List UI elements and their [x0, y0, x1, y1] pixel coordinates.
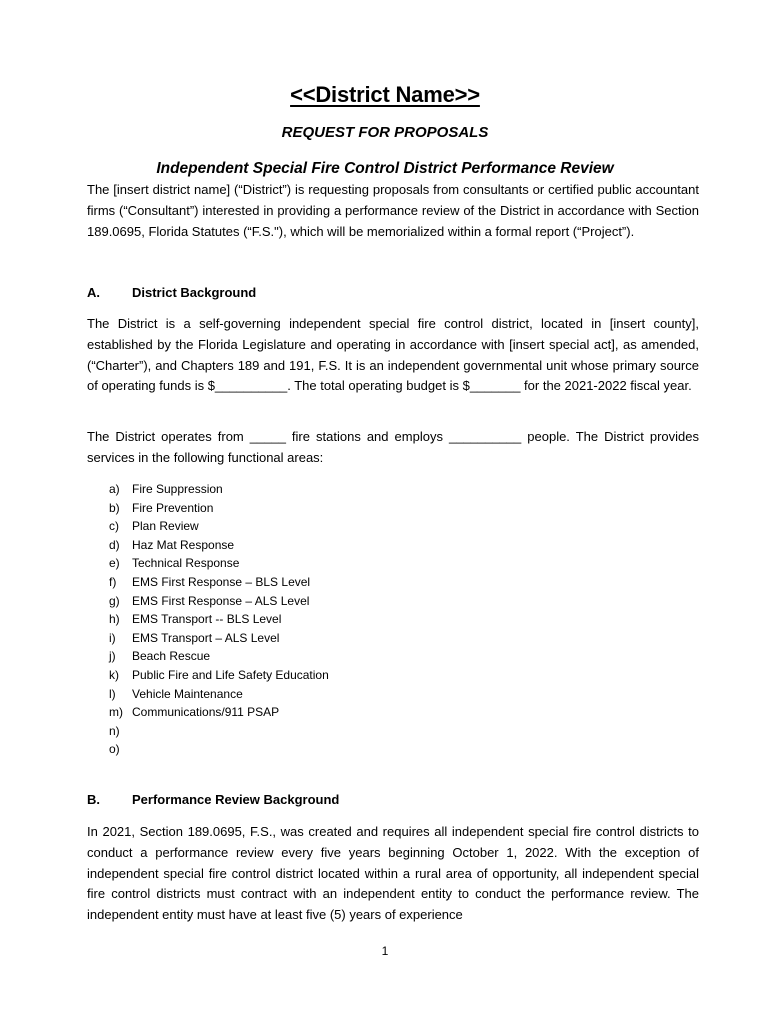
- list-item: g) EMS First Response – ALS Level: [109, 593, 310, 608]
- list-item: h) EMS Transport -- BLS Level: [109, 612, 282, 627]
- section-a-letter: A.: [87, 285, 100, 300]
- list-item: m) Communications/911 PSAP: [109, 705, 280, 720]
- list-item: a) Fire Suppression: [109, 482, 223, 496]
- list-item: k) Public Fire and Life Safety Education: [109, 667, 329, 682]
- list-item: n): [109, 723, 120, 738]
- performance-review-paragraph: In 2021, Section 189.0695, F.S., was created and requires all independent special fire control districts to conduct a performance review every five years beginning October 1, 2022. With the exception of independent special fire control district located within a rural area of opportunity, all independent special fire control districts must contract with an independent entity to conduct the performance review. The independent entity must have at least five (5) years of experience: [87, 824, 699, 923]
- list-item: e) Technical Response: [109, 556, 240, 571]
- list-item: i) EMS Transport – ALS Level: [109, 630, 280, 645]
- list-item: d) Haz Mat Response: [109, 537, 235, 552]
- page-number: 1: [381, 944, 389, 958]
- section-a-title: District Background: [132, 285, 257, 300]
- list-item: c) Plan Review: [109, 519, 199, 534]
- page-title: <<District Name>>: [290, 82, 480, 107]
- section-a-heading: [87, 285, 256, 300]
- section-b-heading: [87, 792, 339, 807]
- list-item: o): [109, 742, 120, 757]
- review-subtitle: Independent Special Fire Control District Performance Review: [156, 160, 614, 177]
- section-b-letter: B.: [87, 792, 100, 807]
- list-item: l) Vehicle Maintenance: [109, 686, 243, 701]
- list-item: f) EMS First Response – BLS Level: [109, 574, 311, 589]
- district-background-paragraph: The District is a self-governing independent special fire control district, located in [insert county], established by the Florida Legislature and operating in accordance with [insert special act], as amended, (“Charter”), and Chapters 189 and 191, F.S. It is an independent governmental unit whose primary source of operating funds is $__________. The total operating budget is $_______ for the 2021-2022 fiscal year.: [87, 316, 699, 394]
- list-item: b) Fire Prevention: [109, 500, 214, 515]
- intro-paragraph: The [insert district name] (“District”) is requesting proposals from consultants or certified public accountant firms (“Consultant”) interested in providing a performance review of the District in accordance with Section 189.0695, Florida Statutes (“F.S."), which will be memorialized within a formal report (“Project”).: [87, 182, 699, 239]
- section-b-title: Performance Review Background: [132, 792, 340, 807]
- functional-areas-list: [109, 480, 329, 759]
- services-intro-paragraph: The District operates from _____ fire stations and employs __________ people. The District provides services in the following functional areas:: [87, 429, 699, 465]
- rfp-subtitle: REQUEST FOR PROPOSALS: [281, 124, 489, 141]
- list-item: j) Beach Rescue: [109, 649, 211, 664]
